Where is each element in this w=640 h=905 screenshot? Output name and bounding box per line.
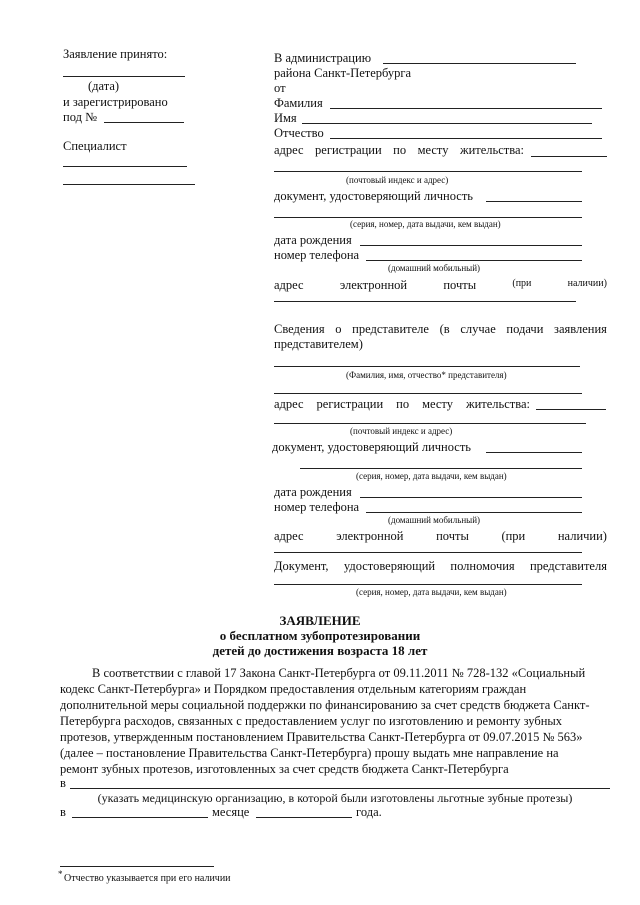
year-field[interactable] [256,817,352,818]
body-line-2: кодекс Санкт-Петербурга» и Порядком предоставления отдельным категориям граждан [60,682,527,696]
surname-field[interactable] [330,108,602,109]
representative-postal-hint: (почтовый индекс и адрес) [350,426,453,436]
applicant-reg-address-label: адрес регистрации по месту жительства: [274,143,524,157]
representative-phone-label: номер телефона [274,500,360,514]
specialist-label: Специалист [63,139,127,153]
representative-authority-label: Документ, удостоверяющий полномочия представителя [274,559,607,573]
month-field[interactable] [72,817,208,818]
statement-subtitle-1: о бесплатном зубопротезировании [219,628,421,643]
accepted-label: Заявление принято: [63,47,168,61]
reg-number-label: под № [63,110,97,124]
patronymic-field[interactable] [330,138,602,139]
applicant-reg-address-field[interactable] [531,156,607,157]
accepted-date-line[interactable] [63,76,185,77]
name-field[interactable] [302,123,592,124]
medical-org-hint: (указать медицинскую организацию, в которой были изготовлены льготные зубные протезы) [97,791,573,805]
admin-line[interactable] [383,63,576,64]
registered-label: и зарегистрировано [63,95,168,109]
representative-doc-line[interactable] [300,468,582,469]
reg-number-line[interactable] [104,122,184,123]
representative-reg-address-field[interactable] [536,409,606,410]
representative-fio-hint: (Фамилия, имя, отчество* представителя) [346,370,507,380]
applicant-birth-label: дата рождения [274,233,352,247]
applicant-phone-hint: (домашний мобильный) [388,263,481,273]
applicant-doc-label: документ, удостоверяющий личность [274,189,474,203]
representative-heading-cont: представителем) [274,337,363,351]
footnote-text: Отчество указывается при его наличии [64,873,231,884]
representative-phone-hint: (домашний мобильный) [388,515,481,525]
representative-heading: Сведения о представителе (в случае подачи заявления [274,322,607,336]
month-label: месяце [212,805,250,819]
district-label: района Санкт-Петербурга [274,66,412,80]
medical-org-field[interactable] [70,788,610,789]
applicant-address-line[interactable] [274,171,582,172]
representative-doc-field[interactable] [486,452,582,453]
representative-phone-field[interactable] [366,512,582,513]
representative-address-line[interactable] [274,423,586,424]
representative-fio-field[interactable] [274,366,580,367]
from-label: от [274,81,286,95]
representative-doc-label: документ, удостоверяющий личность [272,440,472,454]
footnote-mark: * [58,869,63,879]
representative-doc-hint: (серия, номер, дата выдачи, кем выдан) [356,471,507,481]
statement-subtitle-2: детей до достижения возраста 18 лет [212,643,428,658]
name-label: Имя [274,111,297,125]
representative-authority-hint: (серия, номер, дата выдачи, кем выдан) [356,587,507,597]
body-line-3: дополнительной меры социальной поддержки по финансированию за счет средств бюджета Санкт- [60,698,590,712]
specialist-line-1[interactable] [63,166,187,167]
applicant-email-label: адрес электронной почты (при наличии) [274,278,607,292]
body-line-4: Петербурга расходов, связанных с предоставлением услуг по изготовлению и ремонту зубных [60,714,563,728]
date-hint: (дата) [88,79,120,93]
body-line-1: В соответствии с главой 17 Закона Санкт-Петербурга от 09.11.2011 № 728-132 «Социальный [92,666,586,680]
representative-email-field[interactable] [274,552,582,553]
representative-extra-line[interactable] [274,393,582,394]
org-prefix: в [60,776,66,790]
surname-label: Фамилия [274,96,323,110]
statement-title: ЗАЯВЛЕНИЕ [279,613,361,628]
body-line-6: (далее – постановление Правительства Санкт-Петербурга) прошу выдать мне направление на [60,746,559,760]
to-admin-label: В администрацию [274,51,372,65]
body-line-5: протезов, утвержденным постановлением Правительства Санкт-Петербурга от 09.07.2015 № 563» [60,730,583,744]
patronymic-label: Отчество [274,126,324,140]
representative-reg-address-label: адрес регистрации по месту жительства: [274,397,530,411]
applicant-birth-field[interactable] [360,245,582,246]
year-label: года. [356,805,382,819]
month-prefix: в [60,805,66,819]
representative-email-label: адрес электронной почты (при наличии) [274,529,607,543]
applicant-doc-field[interactable] [486,201,582,202]
applicant-doc-line[interactable] [274,217,582,218]
applicant-postal-hint: (почтовый индекс и адрес) [346,175,449,185]
representative-birth-field[interactable] [360,497,582,498]
applicant-phone-field[interactable] [366,260,582,261]
specialist-line-2[interactable] [63,184,195,185]
representative-authority-field[interactable] [274,584,582,585]
applicant-phone-label: номер телефона [274,248,360,262]
representative-birth-label: дата рождения [274,485,352,499]
body-line-7: ремонт зубных протезов, изготовленных за счет средств бюджета Санкт-Петербурга [60,762,509,776]
footnote-separator [60,866,214,867]
applicant-doc-hint: (серия, номер, дата выдачи, кем выдан) [350,219,501,229]
applicant-email-field[interactable] [274,301,576,302]
